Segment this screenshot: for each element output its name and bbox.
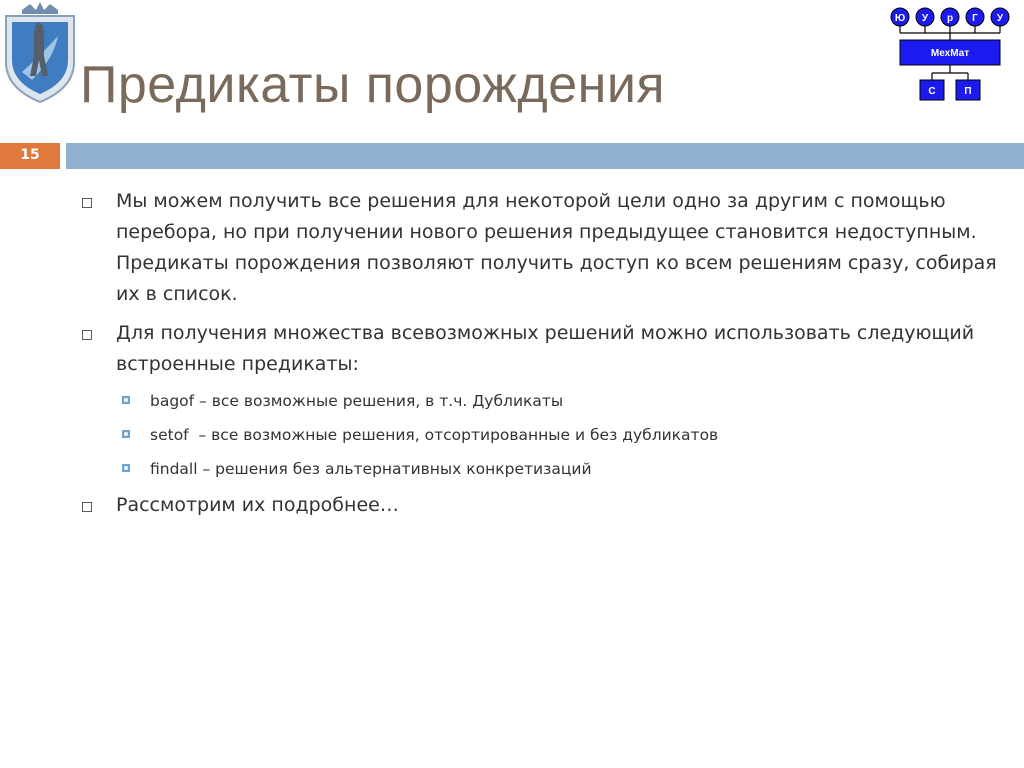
slide-number-badge: 15 — [0, 143, 60, 169]
sub-bullet-item — [80, 388, 1000, 414]
separator-dash: – — [188, 426, 212, 444]
bullet-item — [80, 186, 1000, 310]
sub-bullet-item — [80, 422, 1000, 448]
diagram-letter-1-text: Ю — [894, 13, 906, 24]
diagram-bottom-letter-2: П — [964, 86, 972, 97]
square-bullet-icon — [122, 396, 130, 404]
diagram-letter-2-text: У — [921, 13, 929, 24]
university-emblem-logo — [0, 0, 80, 104]
square-bullet-icon — [82, 198, 92, 208]
predicate-name: bagof — [150, 392, 195, 410]
bullet-text: Рассмотрим их подробнее… — [116, 494, 399, 516]
diagram-center-label: МехМат — [930, 48, 970, 59]
square-bullet-icon — [122, 430, 130, 438]
predicate-description: все возможные решения, отсортированные и без дубликатов — [211, 426, 719, 444]
diagram-bottom-letter-1: С — [928, 86, 936, 97]
diagram-letter-3-text: р — [946, 13, 954, 24]
square-bullet-icon — [82, 330, 92, 340]
predicate-list — [80, 388, 1000, 482]
bullet-item — [80, 318, 1000, 380]
separator-dash: – — [197, 460, 216, 478]
predicate-name: setof — [150, 426, 189, 444]
bullet-text: Для получения множества всевозможных решений можно использовать следующий встроенные предикаты: — [116, 322, 975, 375]
square-bullet-icon — [122, 464, 130, 472]
sub-bullet-item — [80, 456, 1000, 482]
mexmat-logo-diagram — [884, 6, 1014, 104]
diagram-letter-4-text: Г — [972, 13, 978, 24]
header-bar — [66, 143, 1024, 169]
bullet-text: Мы можем получить все решения для некоторой цели одно за другим с помощью перебора, но при получении нового решения предыдущее становится недоступным. Предикаты порождения позволяют получить доступ ко всем решениям сразу, собирая их в список. — [116, 190, 997, 305]
diagram-letter-5-text: У — [996, 13, 1004, 24]
slide-title: Предикаты порождения — [80, 56, 666, 114]
separator-dash: – — [194, 392, 212, 410]
predicate-description: все возможные решения, в т.ч. Дубликаты — [211, 392, 564, 410]
predicate-description: решения без альтернативных конкретизаций — [215, 460, 592, 478]
predicate-name: findall — [150, 460, 198, 478]
slide-content — [80, 186, 1000, 529]
square-bullet-icon — [82, 502, 92, 512]
bullet-item — [80, 490, 1000, 521]
